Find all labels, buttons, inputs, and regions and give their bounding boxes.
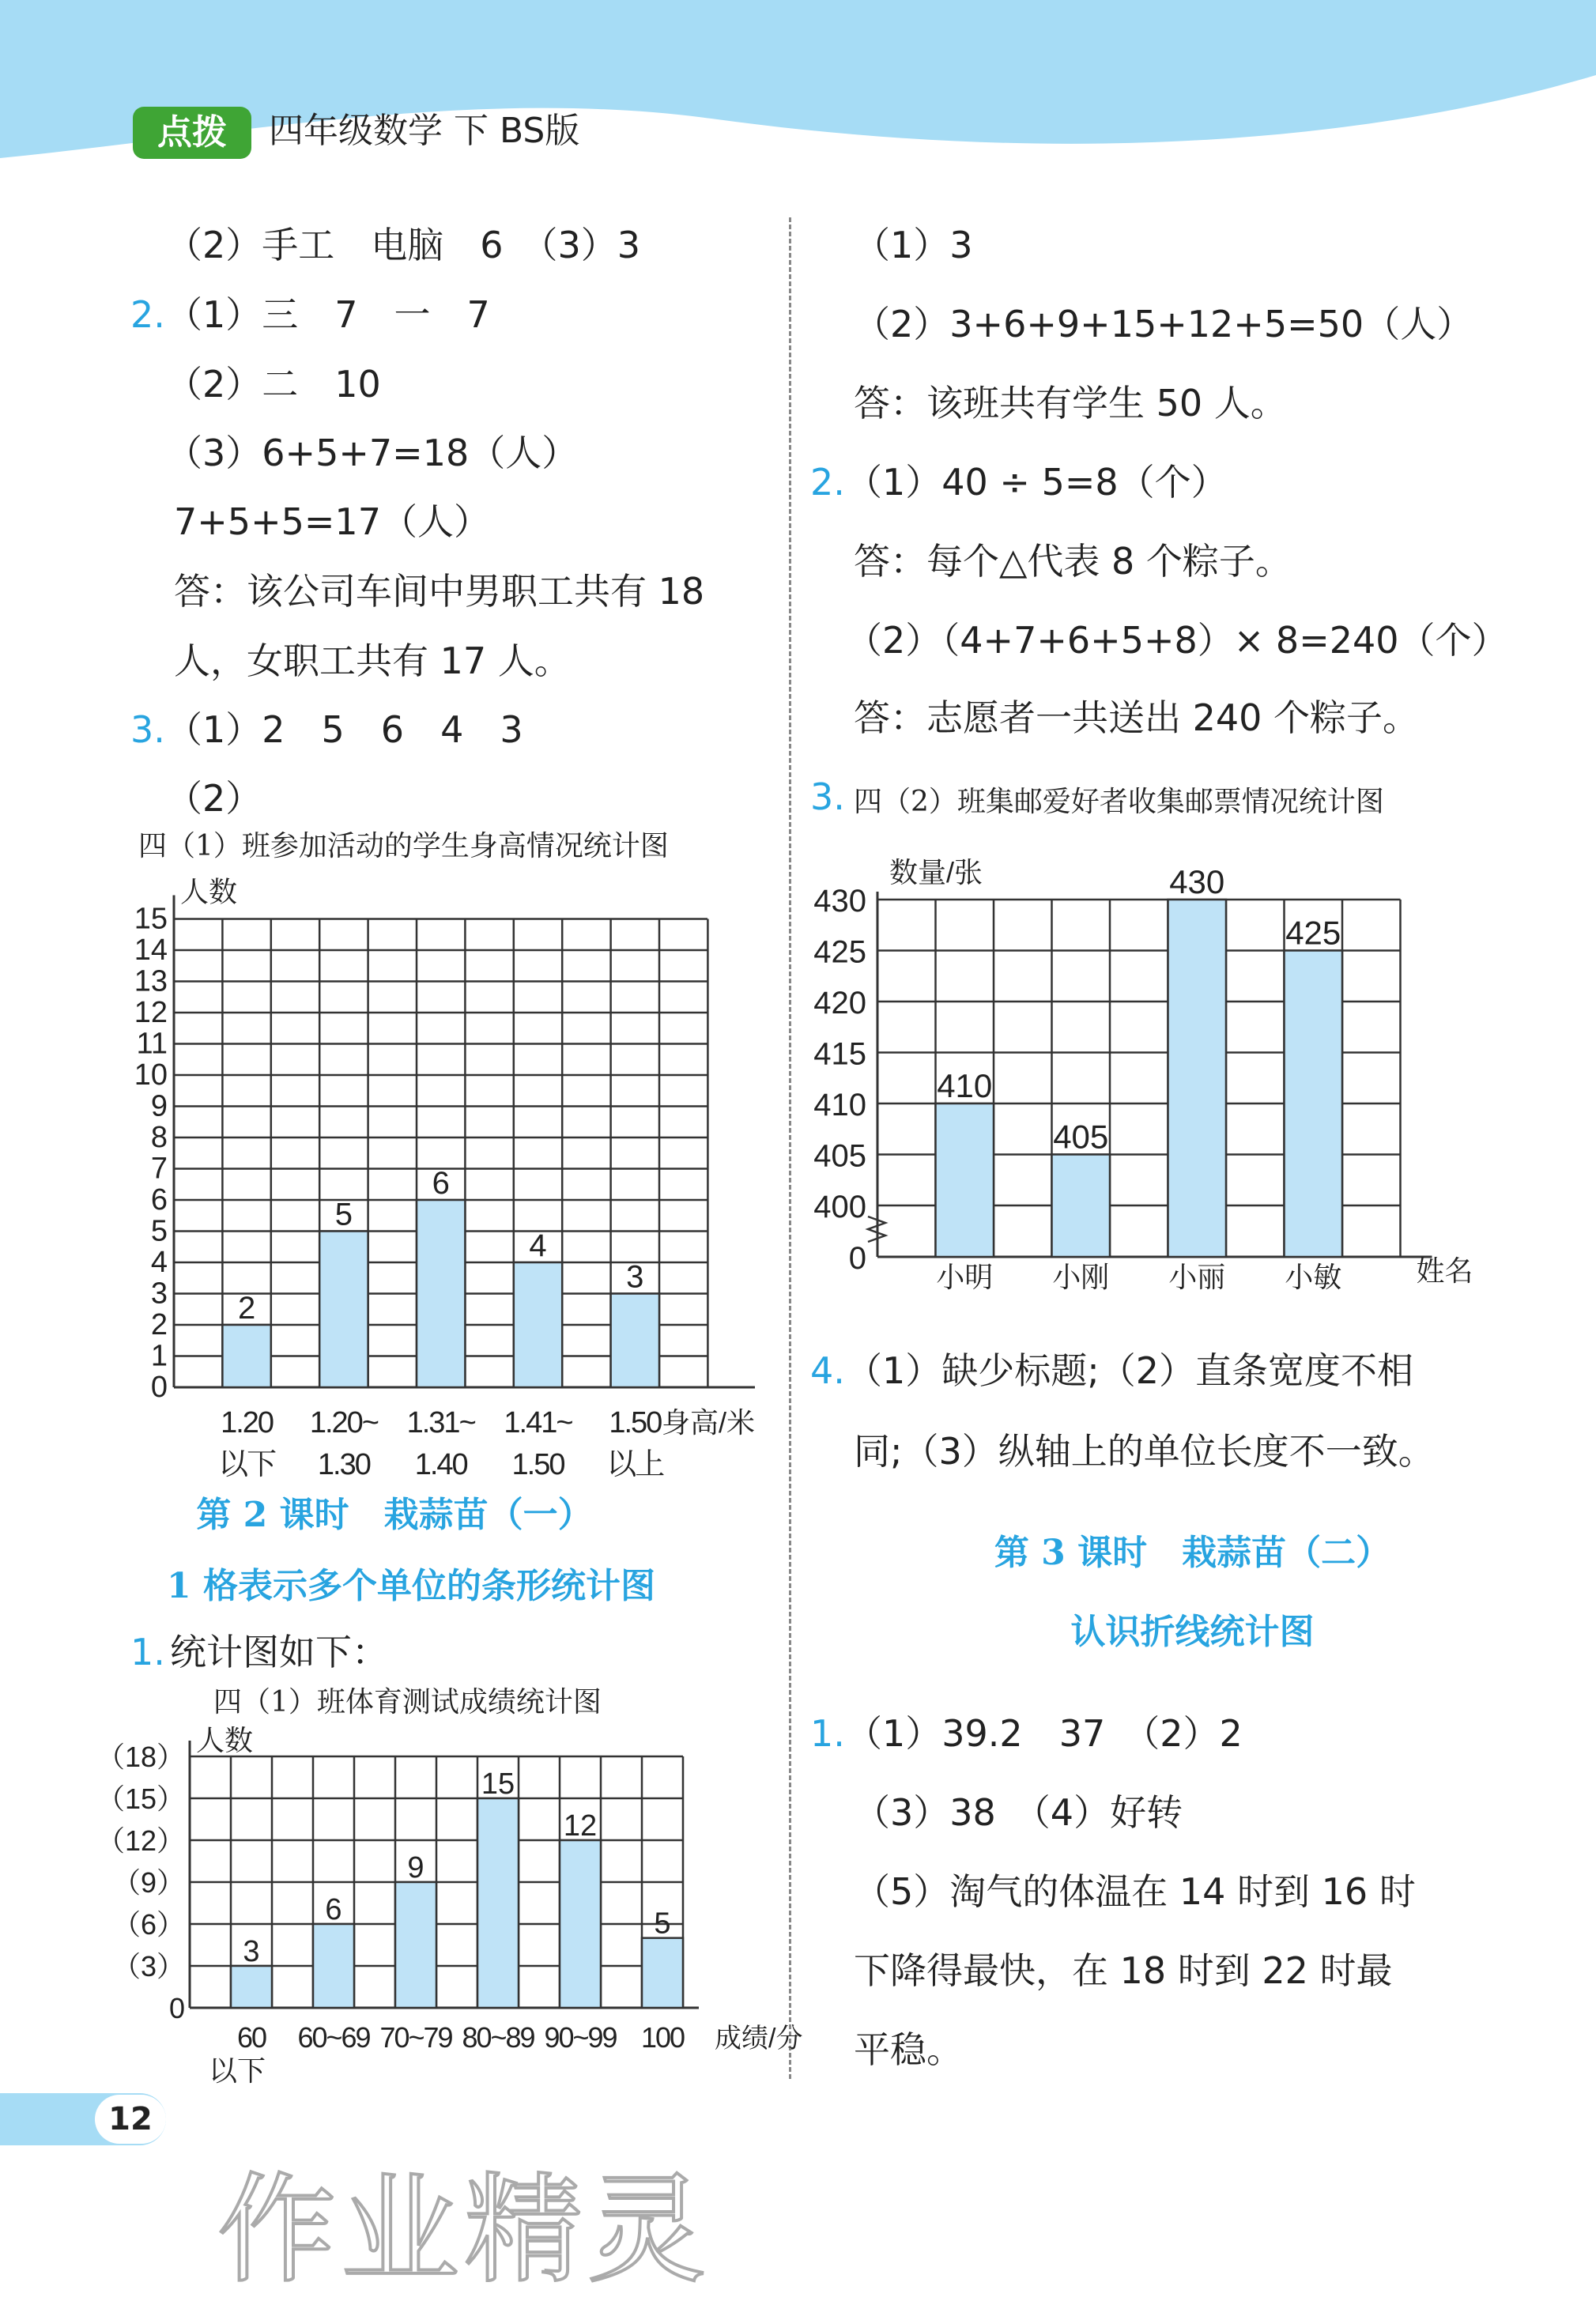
y-tick-label: （6） <box>111 1908 185 1941</box>
y-axis-label: 人数 <box>196 1724 254 1756</box>
data-label: 430 <box>1169 863 1225 900</box>
x-tick-label: 60 <box>236 2021 266 2054</box>
right-s3-line-3: （5）淘气的体温在 14 时到 16 时 <box>854 1870 1416 1913</box>
data-label: 15 <box>481 1767 515 1801</box>
chart1 <box>111 862 790 1481</box>
data-label: 12 <box>563 1809 598 1843</box>
y-tick-label: 15 <box>134 902 168 936</box>
y-tick-label: 420 <box>813 986 866 1020</box>
bar <box>395 1882 436 2008</box>
x-tick-label: 小明 <box>936 1261 994 1293</box>
y-tick-label: 0 <box>150 1371 168 1404</box>
x-axis-label: 姓名 <box>1416 1254 1473 1287</box>
question-number: 3. <box>130 708 165 751</box>
right-line-1: （1）3 <box>854 224 973 266</box>
x-tick-label: 以下 <box>218 1448 276 1481</box>
x-tick-label: 70~79 <box>379 2021 452 2054</box>
x-axis-label: 成绩/分 <box>715 2024 803 2054</box>
right-line-6: （2）（4+7+6+5+8）× 8=240（个） <box>846 619 1508 662</box>
x-tick-label: 以上 <box>606 1448 664 1481</box>
y-tick-label: 13 <box>134 964 168 998</box>
y-tick-label: 4 <box>150 1246 168 1279</box>
x-tick-label: 1.41~ <box>504 1406 572 1439</box>
bar <box>560 1840 601 2008</box>
y-tick-label: 12 <box>134 996 168 1029</box>
y-tick-label: 6 <box>150 1183 168 1217</box>
left-line-4: （3）6+5+7=18（人） <box>166 432 579 474</box>
y-tick-label: 1 <box>150 1339 168 1373</box>
y-tick-label: 425 <box>813 934 866 970</box>
y-tick-label: 415 <box>813 1036 866 1072</box>
x-tick-label: 100 <box>640 2021 685 2054</box>
chart3-title: 四（2）班集邮爱好者收集邮票情况统计图 <box>854 786 1384 818</box>
y-tick-label: （9） <box>111 1866 185 1899</box>
x-tick-label: 1.50 <box>609 1406 662 1439</box>
left-line-3: （2）二 10 <box>166 363 381 406</box>
x-axis-label: 身高/米 <box>662 1406 756 1439</box>
y-tick-label: 410 <box>813 1088 866 1122</box>
data-label: 5 <box>334 1197 353 1232</box>
y-tick-label: 14 <box>134 934 168 967</box>
section2-title: 第 2 课时 栽蒜苗（一） <box>196 1495 593 1535</box>
section3-title: 第 3 课时 栽蒜苗（二） <box>994 1533 1391 1573</box>
x-tick-label: 1.30 <box>317 1448 370 1481</box>
left-line-7: 人，女职工共有 17 人。 <box>174 639 571 682</box>
right-q4-line-1: （1）缺少标题;（2）直条宽度不相 <box>846 1349 1414 1392</box>
chart1-title: 四（1）班参加活动的学生身高情况统计图 <box>138 830 669 862</box>
y-tick-label: 0 <box>848 1241 866 1276</box>
logo: 点拨 <box>133 107 251 159</box>
x-tick-label: 80~89 <box>462 2021 534 2054</box>
bar <box>1285 951 1343 1258</box>
bar <box>1168 900 1227 1257</box>
right-s3-line-5: 平稳。 <box>854 2028 963 2071</box>
data-label: 5 <box>654 1907 671 1941</box>
question-number: 4. <box>810 1349 845 1392</box>
book-title: 四年级数学 下 BS版 <box>269 111 580 151</box>
y-axis-label: 数量/张 <box>889 856 983 888</box>
chart3 <box>798 830 1589 1304</box>
x-tick-label: 小敏 <box>1285 1261 1342 1293</box>
data-label: 425 <box>1285 914 1341 952</box>
y-tick-label: 405 <box>813 1138 866 1174</box>
bar <box>319 1232 368 1388</box>
question-number: 2. <box>810 461 845 504</box>
data-label: 4 <box>529 1228 547 1263</box>
right-line-5: 答：每个△代表 8 个粽子。 <box>854 540 1292 583</box>
x-tick-label: 1.50 <box>511 1448 564 1481</box>
data-label: 3 <box>626 1259 644 1295</box>
question-number: 2. <box>130 293 165 336</box>
x-tick-label: 90~99 <box>544 2021 617 2054</box>
right-s3-line-2: （3）38 （4）好转 <box>854 1791 1183 1834</box>
left-q1-text: 统计图如下： <box>170 1631 388 1673</box>
y-axis-label: 人数 <box>180 875 238 908</box>
bar <box>936 1103 994 1257</box>
y-tick-label: 2 <box>150 1308 168 1341</box>
question-number: 1. <box>130 1631 165 1673</box>
data-label: 2 <box>237 1291 256 1326</box>
left-line-5: 7+5+5=17（人） <box>174 500 490 543</box>
data-label: 405 <box>1053 1118 1109 1156</box>
right-line-4: （1）40 ÷ 5=8（个） <box>846 461 1228 504</box>
left-line-1: （2）手工 电脑 6 （3）3 <box>166 224 641 266</box>
y-tick-label: 9 <box>150 1089 168 1123</box>
page-number: 12 <box>95 2095 166 2144</box>
watermark: 作业精灵 <box>217 2162 711 2299</box>
section3-subtitle: 认识折线统计图 <box>1070 1612 1315 1652</box>
data-label: 6 <box>432 1166 450 1201</box>
x-tick-label: 1.40 <box>414 1448 467 1481</box>
left-line-8: （1）2 5 6 4 3 <box>166 708 523 751</box>
bar <box>313 1924 354 2008</box>
y-tick-label: 7 <box>150 1152 168 1186</box>
y-tick-label: 0 <box>168 1992 185 2024</box>
chart2 <box>96 1715 803 2087</box>
right-line-7: 答：志愿者一共送出 240 个粽子。 <box>854 696 1420 739</box>
right-q4-line-2: 同;（3）纵轴上的单位长度不一致。 <box>854 1430 1435 1473</box>
right-line-3: 答：该班共有学生 50 人。 <box>854 382 1287 424</box>
data-label: 410 <box>937 1067 993 1104</box>
right-s3-line-4: 下降得最快，在 18 时到 22 时最 <box>854 1949 1393 1992</box>
x-tick-label: 1.31~ <box>406 1406 475 1439</box>
bar <box>1052 1155 1111 1258</box>
bar <box>417 1200 465 1387</box>
left-line-9: （2） <box>166 777 262 820</box>
y-tick-label: （18） <box>96 1741 185 1773</box>
y-tick-label: （15） <box>96 1783 185 1815</box>
x-tick-label: 小丽 <box>1168 1261 1226 1293</box>
bar <box>477 1798 519 2008</box>
x-tick-label: 1.20~ <box>309 1406 378 1439</box>
y-tick-label: （12） <box>96 1824 185 1857</box>
section2-subtitle: 1 格表示多个单位的条形统计图 <box>167 1566 655 1606</box>
bar <box>222 1325 270 1387</box>
y-tick-label: 400 <box>813 1190 866 1224</box>
x-tick-label: 1.20 <box>221 1406 274 1439</box>
question-number: 1. <box>810 1712 845 1755</box>
left-line-6: 答：该公司车间中男职工共有 18 <box>174 570 705 613</box>
y-tick-label: 8 <box>150 1121 168 1154</box>
data-label: 3 <box>243 1935 260 1968</box>
question-number: 3. <box>810 775 845 818</box>
y-tick-label: （3） <box>111 1950 185 1982</box>
right-s3-line-1: （1）39.2 37 （2）2 <box>846 1712 1243 1755</box>
y-tick-label: 3 <box>150 1277 168 1311</box>
y-tick-label: 430 <box>813 884 866 919</box>
x-tick-label: 以下 <box>209 2054 266 2087</box>
y-tick-label: 10 <box>134 1058 168 1092</box>
bar <box>514 1262 562 1387</box>
data-label: 6 <box>325 1893 342 1926</box>
right-line-2: （2）3+6+9+15+12+5=50（人） <box>854 303 1473 345</box>
y-tick-label: 11 <box>136 1027 168 1061</box>
chart2-title: 四（1）班体育测试成绩统计图 <box>213 1686 602 1718</box>
bar <box>642 1938 683 2008</box>
bar <box>231 1966 272 2008</box>
x-tick-label: 小刚 <box>1052 1261 1110 1293</box>
data-label: 9 <box>407 1851 424 1884</box>
bar <box>611 1294 659 1388</box>
y-tick-label: 5 <box>150 1214 168 1248</box>
x-tick-label: 60~69 <box>297 2021 370 2054</box>
left-line-2: （1）三 7 一 7 <box>166 293 490 336</box>
